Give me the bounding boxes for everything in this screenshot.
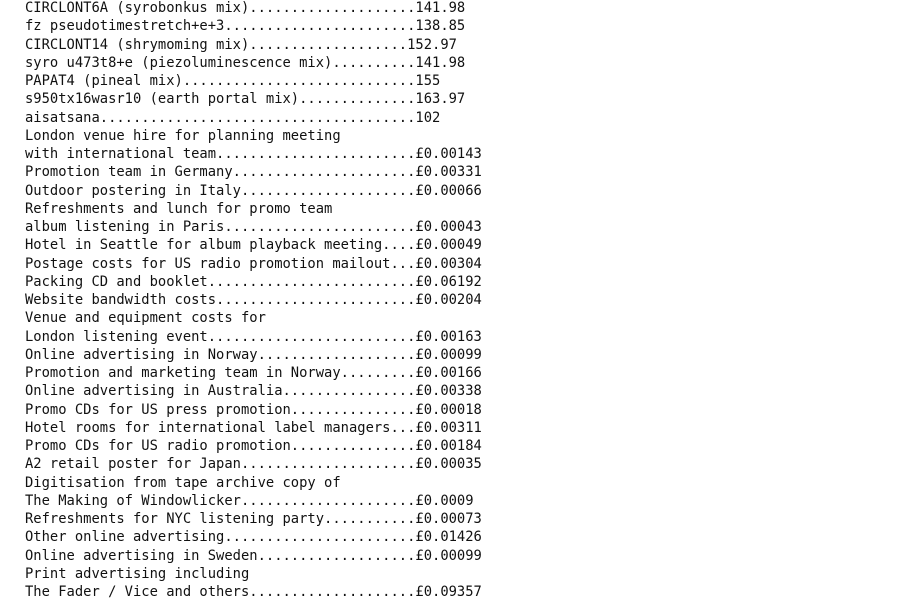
cost-line: Refreshments for NYC listening party...........£0.00073	[25, 511, 482, 527]
cost-line: Hotel rooms for international label managers...£0.00311	[25, 419, 482, 436]
cost-line: Packing CD and booklet.........................£0.06192	[25, 273, 482, 290]
track-line: fz pseudotimestretch+e+3.......................138.85	[25, 18, 466, 35]
cost-line: Online advertising in Norway...................£0.00099	[25, 346, 482, 363]
cost-line: Postage costs for US radio promotion mailout...£0.00304	[25, 255, 482, 272]
cost-line: Promotion and marketing team in Norway.........£0.00166	[25, 365, 482, 381]
cost-line: with international team........................£0.00143	[25, 146, 482, 162]
cost-line: Promo CDs for US radio promotion...............£0.00184	[25, 438, 482, 454]
cost-line: Digitisation from tape archive copy of	[25, 474, 341, 491]
track-line: syro u473t8+e (piezoluminescence mix)..........141.98	[25, 54, 466, 71]
track-line: CIRCLONT14 (shrymoming mix)...................152.97	[25, 36, 457, 53]
cost-line: The Making of Windowlicker.....................£0.0009	[25, 492, 474, 509]
cost-line: Hotel in Seattle for album playback meeting....£0.00049	[25, 237, 482, 254]
cost-line: Website bandwidth costs........................£0.00204	[25, 292, 482, 308]
cost-line: Other online advertising.......................£0.01426	[25, 529, 482, 546]
cost-line: Promotion team in Germany......................£0.00331	[25, 164, 482, 181]
cost-line: Print advertising including	[25, 565, 250, 582]
track-line: CIRCLONT6A (syrobonkus mix)....................141.98	[25, 0, 466, 16]
cost-line: The Fader / Vice and others....................£0.09357	[25, 584, 482, 600]
track-line: aisatsana......................................102	[25, 109, 441, 126]
track-line: PAPAT4 (pineal mix)............................155	[25, 73, 441, 89]
cost-line: Online advertising in Sweden...................£0.00099	[25, 547, 482, 564]
track-line: s950tx16wasr10 (earth portal mix)..............163.97	[25, 91, 466, 108]
cost-line: Outdoor postering in Italy.....................£0.00066	[25, 182, 482, 199]
cost-line: London venue hire for planning meeting	[25, 127, 341, 144]
cost-line: Promo CDs for US press promotion...............£0.00018	[25, 401, 482, 418]
cost-line: Venue and equipment costs for	[25, 310, 266, 327]
cost-line: A2 retail poster for Japan.....................£0.00035	[25, 456, 482, 473]
cost-line: Refreshments and lunch for promo team	[25, 200, 333, 217]
credits-cost-list	[25, 0, 482, 601]
cost-line: Online advertising in Australia................£0.00338	[25, 383, 482, 400]
cost-line: album listening in Paris.......................£0.00043	[25, 219, 482, 235]
cost-line: London listening event.........................£0.00163	[25, 328, 482, 345]
